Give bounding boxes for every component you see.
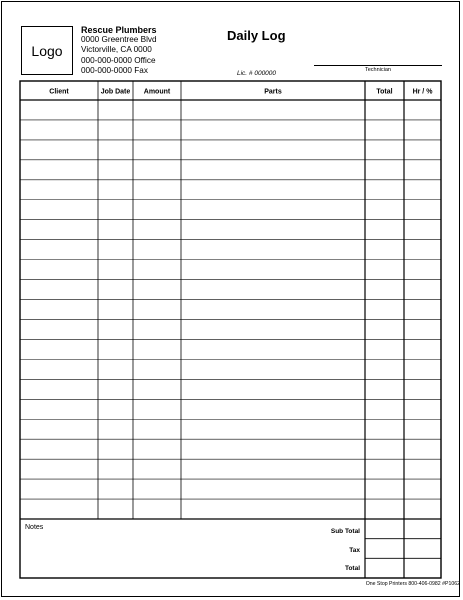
logo-text: Logo [31, 42, 63, 59]
column-header: Hr / % [412, 88, 433, 96]
column-header: Client [49, 88, 69, 96]
company-office-phone: 000-000-0000 Office [81, 55, 156, 65]
column-header: Amount [143, 88, 171, 96]
license-number: Lic. # 000000 [237, 70, 277, 77]
total-label: Total [344, 565, 360, 572]
form-title: Daily Log [227, 28, 286, 43]
technician-label: Technician [365, 67, 391, 73]
company-address: 0000 Greentree Blvd [81, 35, 157, 45]
company-fax: 000-000-0000 Fax [81, 65, 148, 75]
company-name: Rescue Plumbers [81, 25, 157, 35]
subtotal-label: Sub Total [330, 528, 360, 535]
column-header: Parts [264, 88, 282, 96]
company-city: Victorville, CA 0000 [81, 45, 152, 55]
notes-label: Notes [25, 524, 44, 531]
tax-label: Tax [349, 547, 360, 554]
column-header: Total [376, 88, 393, 96]
table-frame [20, 81, 441, 578]
printer-footer: One Stop Printers 800-406-0982 #P1062 [365, 581, 460, 587]
column-header: Job Date [100, 88, 131, 96]
